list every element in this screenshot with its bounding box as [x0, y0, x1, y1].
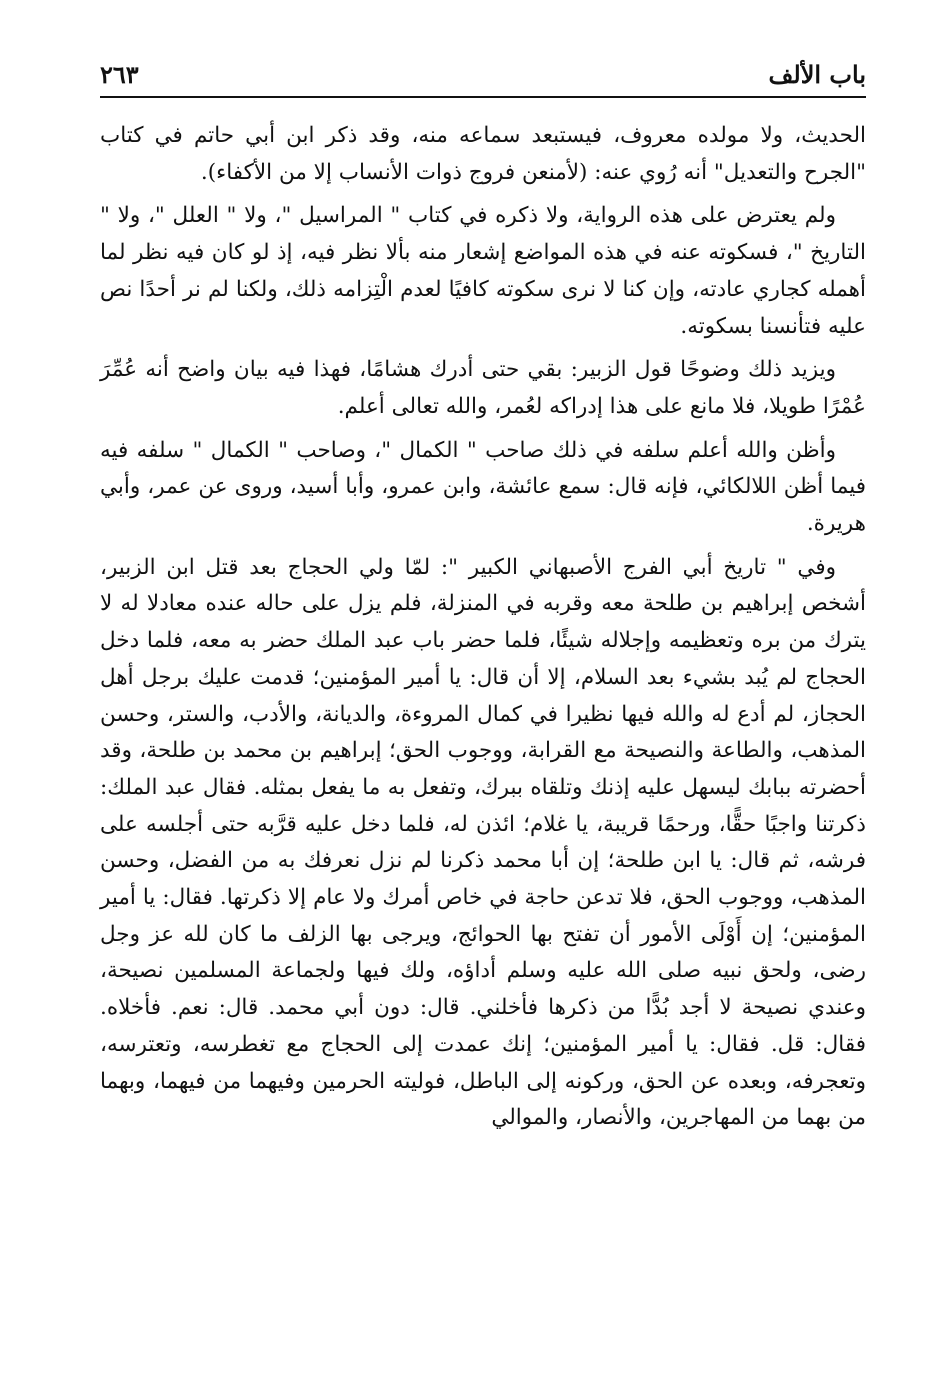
- page-body: [100, 118, 866, 1144]
- paragraph-2: ولم يعترض على هذه الرواية، ولا ذكره في كتاب " المراسيل "، ولا " العلل "، ولا " التاريخ "، فسكوته عنه في هذه المواضع إشعار منه بألا نظر فيه، إذ لو كان فيه نظر لما أهمله كجاري عادته، وإن كنا لا نرى سكوته كافيًا لعدم الْتِزامه ذلك، ولكنا لم نر أحدًا نص عليه فتأنسنا بسكوته.: [100, 203, 866, 339]
- page-number: ٢٦٣: [100, 60, 139, 89]
- running-header: [100, 52, 866, 98]
- paragraph-5: وفي " تاريخ أبي الفرج الأصبهاني الكبير ": لمّا ولي الحجاج بعد قتل ابن الزبير، أشخص إبراهيم بن طلحة معه وقربه في المنزلة، فلم يزل على حاله عنده معادلا له لا يترك من بره وتعظيمه وإجلاله شيئًا، فلما حضر باب عبد الملك حضر به معه، فلما دخل الحجاج لم يُبد بشيء بعد السلام، إلا أن قال: يا أمير المؤمنين؛ قدمت عليك برجل أهل الحجاز، لم أدع له والله فيها نظيرا في كمال المروءة، والديانة، والأدب، والستر، وحسن المذهب، والطاعة والنصيحة مع القرابة، ووجوب الحق؛ إبراهيم بن محمد بن طلحة، وقد أحضرته ببابك ليسهل عليه إذنك وتلقاه ببرك، وتفعل به ما يفعل بمثله. فقال عبد الملك: ذكرتنا واجبًا حقًّا، ورحمًا قريبة، يا غلام؛ ائذن له، فلما دخل عليه قرَّبه حتى أجلسه على فرشه، ثم قال: يا ابن طلحة؛ إن أبا محمد ذكرنا لم نزل نعرفك به من الفضل، وحسن المذهب، ووجوب الحق، فلا تدعن حاجة في خاص أمرك ولا عام إلا ذكرتها. فقال: يا أمير المؤمنين؛ إن أَوْلَى الأمور أن تفتح بها الحوائج، ويرجى بها الزلف ما كان لله عز وجل رضى، ولحق نبيه صلى الله عليه وسلم أداؤه، ولك فيها ولجماعة المسلمين نصيحة، وعندي نصيحة لا أجد بُدًّا من ذكرها فأخلني. قال: دون أبي محمد. قال: نعم. فأخلاه. فقال: قل. فقال: يا أمير المؤمنين؛ إنك عمدت إلى الحجاج مع تغطرسه، وتعترسه، وتعجرفه، وبعده عن الحق، وركونه إلى الباطل، فوليته الحرمين وفيهما من فيهما، وبهما من بهما من المهاجرين، والأنصار، والموالي: [100, 554, 866, 1131]
- paragraph-3: ويزيد ذلك وضوحًا قول الزبير: بقي حتى أدرك هشامًا، فهذا فيه بيان واضح أنه عُمِّرَ عُمْرًا طويلا، فلا مانع على هذا إدراكه لعُمر، والله تعالى أعلم.: [100, 357, 866, 419]
- chapter-title: باب الألف: [768, 60, 866, 89]
- paragraph-1: الحديث، ولا مولده معروف، فيستبعد سماعه منه، وقد ذكر ابن أبي حاتم في كتاب "الجرح والتعديل" أنه رُوي عنه: (لأمنعن فروج ذوات الأنساب إلا من الأكفاء).: [100, 123, 866, 185]
- paragraph-4: وأظن والله أعلم سلفه في ذلك صاحب " الكمال "، وصاحب " الكمال " سلفه فيه فيما أظن اللالكائي، فإنه قال: سمع عائشة، وابن عمرو، وأبا أسيد، وروى عن عمر، وأبي هريرة.: [100, 437, 866, 537]
